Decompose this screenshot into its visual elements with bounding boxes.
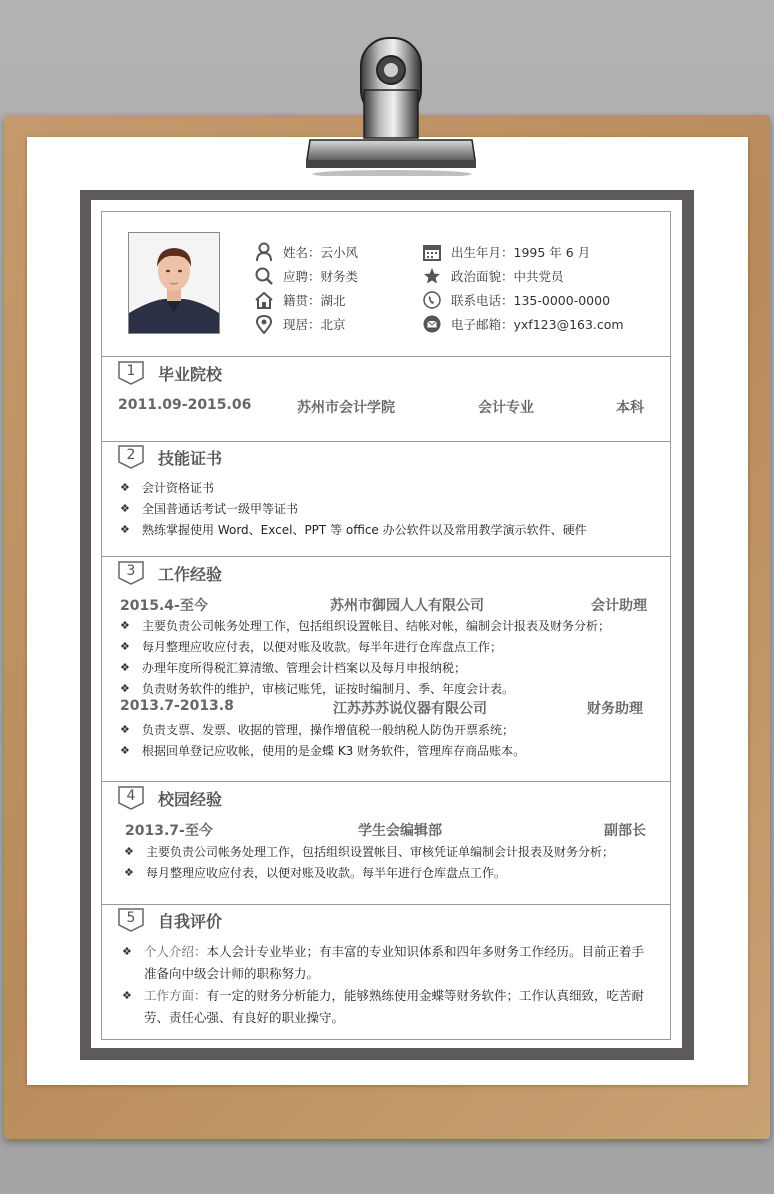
divider: [102, 556, 670, 557]
list-item: ❖ 主要负责公司帐务处理工作，包括组织设置帐目、审核凭证单编制会计报表及财务分析；: [124, 845, 615, 859]
work-paragraph: ❖ 工作方面：有一定的财务分析能力，能够熟练使用金蝶等财务软件；工作认真细致，吃苦耐劳、责任心强、有良好的职业操守。: [122, 988, 645, 1025]
birth-value: 1995 年 6 月: [513, 245, 591, 260]
job-period: 2015.4-至今: [120, 598, 208, 614]
section-number-badge: [118, 908, 144, 932]
campus-heading: [118, 785, 222, 811]
divider: [102, 356, 670, 357]
residence-label: 现居：: [283, 317, 321, 332]
list-item: ❖ 全国普通话考试一级甲等证书: [120, 502, 299, 516]
birth-label: 出生年月：: [451, 245, 514, 260]
education-degree: 本科: [616, 400, 644, 416]
section-number: 1: [126, 363, 136, 379]
campus-role: 副部长: [604, 823, 646, 839]
home-icon: [254, 290, 274, 310]
list-item: ❖ 每月整理应收应付表，以便对账及收款。每半年进行仓库盘点工作；: [120, 640, 503, 654]
section-number: 5: [126, 910, 136, 926]
name-label: 姓名：: [283, 245, 321, 260]
skills-list: [120, 477, 587, 540]
email-row: [422, 312, 624, 336]
intro-text: 本人会计专业毕业；有丰富的专业知识体系和四年多财务工作经历。目前正着手准备向中级会计师的职称努力。: [144, 944, 645, 981]
divider: [102, 781, 670, 782]
profile-right-column: [422, 240, 624, 336]
residence-value: 北京: [320, 317, 346, 332]
native-value: 湖北: [320, 293, 346, 308]
education-period: 2011.09-2015.06: [118, 397, 252, 413]
email-label: 电子邮箱：: [451, 317, 514, 332]
list-item: ❖ 负责支票、发票、收据的管理，操作增值税一般纳税人防伪开票系统；: [120, 723, 515, 737]
campus-duties: [124, 841, 614, 883]
job-duties: [120, 615, 610, 699]
work-heading: [118, 560, 222, 586]
section-number-badge: [118, 786, 144, 810]
intro-label: 个人介绍：: [144, 944, 207, 959]
section-title: 技能证书: [158, 448, 223, 468]
divider: [102, 904, 670, 905]
section-title: 校园经验: [158, 789, 223, 809]
job-company: 苏州市御园人人有限公司: [330, 598, 484, 614]
list-item: ❖ 每月整理应收应付表，以便对账及收款。每半年进行仓库盘点工作。: [124, 866, 507, 880]
section-title: 毕业院校: [158, 364, 223, 384]
skills-heading: [118, 444, 222, 470]
campus-period: 2013.7-至今: [125, 823, 213, 839]
education-school: 苏州市会计学院: [297, 400, 395, 416]
self-eval-list: [122, 941, 654, 1029]
mail-icon: [422, 314, 442, 334]
education-heading: [118, 360, 222, 386]
residence-row: [254, 312, 358, 336]
job-period: 2013.7-2013.8: [120, 698, 234, 714]
section-number-badge: [118, 445, 144, 469]
binder-clip: [306, 28, 476, 176]
politics-label: 政治面貌：: [451, 269, 514, 284]
birth-row: [422, 240, 624, 264]
divider: [102, 441, 670, 442]
location-icon: [254, 314, 274, 334]
native-row: [254, 288, 358, 312]
list-item: ❖ 熟练掌握使用 Word、Excel、PPT 等 office 办公软件以及常用教学演示软件、硬件: [120, 523, 587, 537]
politics-value: 中共党员: [513, 269, 564, 284]
phone-value: 135-0000-0000: [513, 292, 611, 308]
list-item: ❖ 主要负责公司帐务处理工作，包括组织设置帐目、结帐对帐，编制会计报表及财务分析；: [120, 619, 611, 633]
name-value: 云小风: [320, 245, 359, 260]
native-label: 籍贯：: [283, 293, 321, 308]
work-label: 工作方面：: [144, 988, 207, 1003]
apply-value: 财务类: [320, 269, 359, 284]
phone-label: 联系电话：: [451, 293, 514, 308]
calendar-icon: [422, 242, 442, 262]
campus-org: 学生会编辑部: [358, 823, 442, 839]
list-item: ❖ 负责财务软件的维护，审核记账凭，证按时编制月、季、年度会计表。: [120, 682, 515, 696]
list-item: ❖ 办理年度所得税汇算清缴、管理会计档案以及每月申报纳税；: [120, 661, 467, 675]
email-value: yxf123@163.com: [513, 316, 624, 332]
list-item: ❖ 根据回单登记应收帐，使用的是金蝶 K3 财务软件，管理库存商品账本。: [120, 744, 526, 758]
job-role: 财务助理: [587, 701, 643, 717]
phone-icon: [422, 290, 442, 310]
work-text: 有一定的财务分析能力，能够熟练使用金蝶等财务软件；工作认真细致，吃苦耐劳、责任心强、有良好的职业操守。: [144, 988, 645, 1025]
intro-paragraph: ❖ 个人介绍：本人会计专业毕业；有丰富的专业知识体系和四年多财务工作经历。目前正着手准备向中级会计师的职称努力。: [122, 944, 645, 981]
resume-content: [101, 211, 671, 1040]
section-title: 自我评价: [158, 911, 223, 931]
section-number-badge: [118, 561, 144, 585]
profile-photo: [128, 232, 220, 334]
list-item: ❖ 会计资格证书: [120, 481, 215, 495]
section-number: 2: [126, 447, 136, 463]
self-eval-heading: [118, 907, 222, 933]
politics-row: [422, 264, 624, 288]
section-number-badge: [118, 361, 144, 385]
name-row: [254, 240, 358, 264]
phone-row: [422, 288, 624, 312]
job-role: 会计助理: [591, 598, 647, 614]
job-duties: [120, 719, 525, 761]
search-icon: [254, 266, 274, 286]
profile-left-column: [254, 240, 358, 336]
star-icon: [422, 266, 442, 286]
section-number: 4: [126, 788, 136, 804]
education-major: 会计专业: [478, 400, 534, 416]
person-icon: [254, 242, 274, 262]
apply-row: [254, 264, 358, 288]
section-title: 工作经验: [158, 564, 223, 584]
section-number: 3: [126, 563, 136, 579]
job-company: 江苏苏苏说仪器有限公司: [333, 701, 487, 717]
apply-label: 应聘：: [283, 269, 321, 284]
